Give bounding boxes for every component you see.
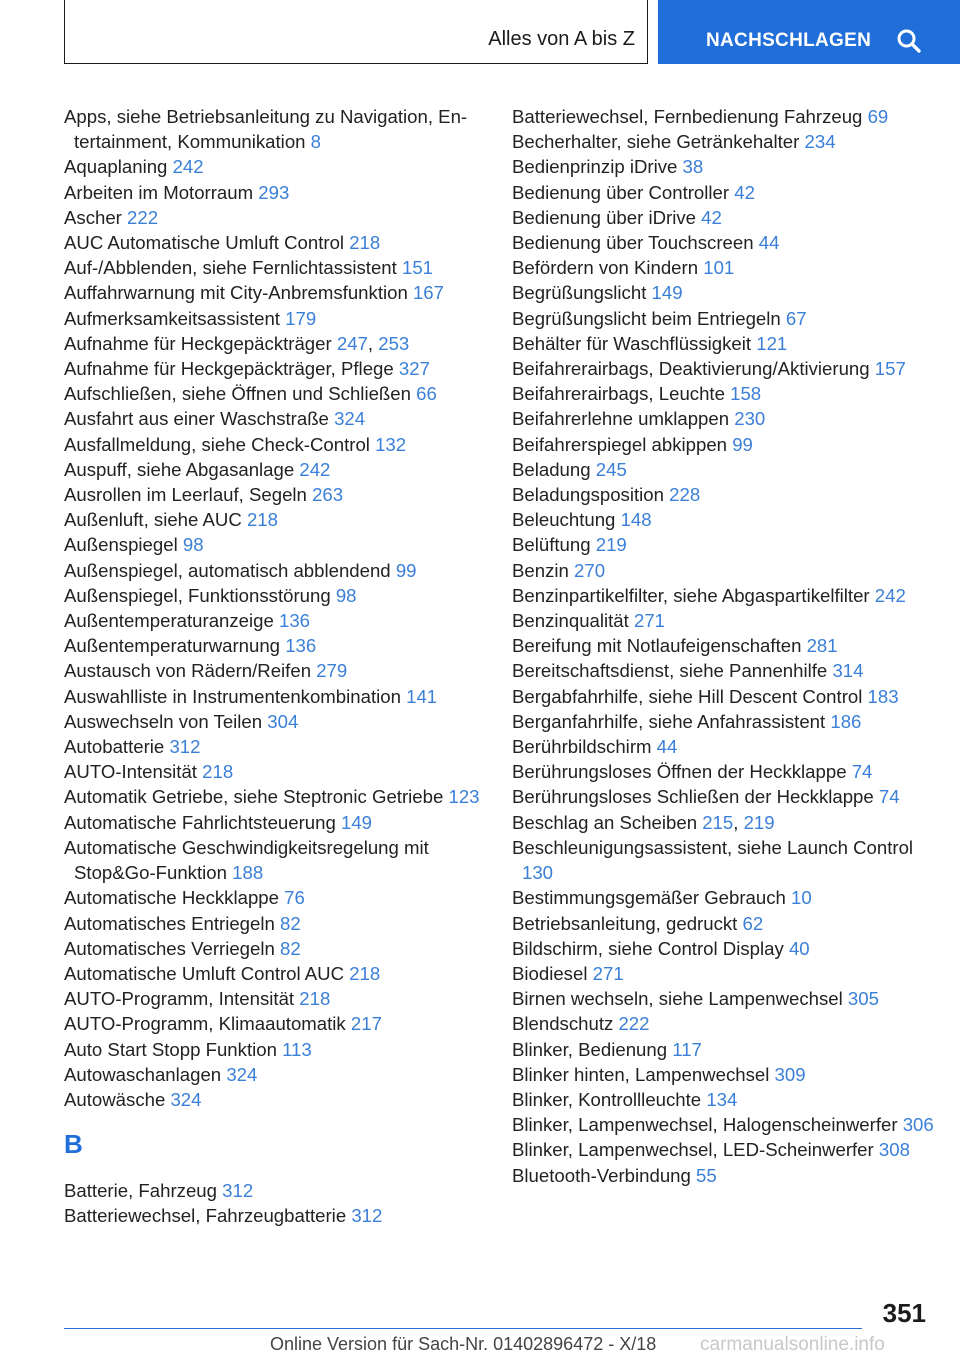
index-entry xyxy=(64,759,482,784)
index-term: Ascher xyxy=(64,206,122,228)
index-entry xyxy=(64,810,482,835)
page-link[interactable]: 218 xyxy=(349,962,381,984)
index-term: Beifahrerspiegel abkippen xyxy=(512,433,728,455)
page-link[interactable]: 62 xyxy=(742,912,764,934)
page-link[interactable]: 99 xyxy=(395,559,417,581)
index-entry xyxy=(64,280,482,305)
index-entry xyxy=(64,608,482,633)
index-entry xyxy=(512,1163,932,1188)
page-link[interactable]: 151 xyxy=(401,257,434,279)
index-term: Blinker, Bedienung xyxy=(512,1038,668,1060)
letter-heading-b: B xyxy=(64,1129,83,1160)
index-term: Berganfahrhilfe, siehe Anfahrassistent xyxy=(512,710,826,732)
index-term: Betriebsanleitung, gedruckt xyxy=(512,912,738,934)
index-list-b-continued xyxy=(512,104,932,1188)
index-term: Bergabfahrhilfe, siehe Hill Descent Control xyxy=(512,685,863,707)
index-term: Biodiesel xyxy=(512,962,588,984)
index-term: Bedienung über iDrive xyxy=(512,206,696,228)
index-term: Aufschließen, siehe Öffnen und Schließen xyxy=(64,383,411,405)
page-link[interactable]: 312 xyxy=(169,736,201,758)
page-link[interactable]: 44 xyxy=(656,736,678,758)
index-term: Außentemperaturwarnung xyxy=(64,635,281,657)
page-link[interactable]: 312 xyxy=(351,1205,383,1227)
index-column-right xyxy=(512,104,932,1188)
index-entry xyxy=(512,457,932,482)
index-entry xyxy=(512,583,932,608)
index-term: Autowaschanlagen xyxy=(64,1063,222,1085)
index-entry xyxy=(512,331,932,356)
index-term: Automatik Getriebe, siehe Steptronic Getriebe xyxy=(64,786,444,808)
page-link[interactable]: 312 xyxy=(222,1180,254,1202)
index-term: Ausfahrt aus einer Waschstraße xyxy=(64,408,329,430)
page-header xyxy=(0,0,960,66)
page-link[interactable]: 234 xyxy=(804,131,836,153)
index-entry xyxy=(64,205,482,230)
page-link[interactable]: 324 xyxy=(170,1088,202,1110)
index-term: Blinker, Kontrollleuchte xyxy=(512,1088,702,1110)
page-link[interactable]: 132 xyxy=(375,433,407,455)
index-term: Automatisches Entriegeln xyxy=(64,912,275,934)
index-entry xyxy=(512,709,932,734)
page-link[interactable]: 217 xyxy=(350,1013,382,1035)
page-link[interactable]: 245 xyxy=(595,458,627,480)
index-entry: Aufnahme für Heckgepäckträger 247, 253 xyxy=(64,332,410,354)
index-term: Beladungsposition xyxy=(512,484,664,506)
index-entry xyxy=(512,1062,932,1087)
index-entry xyxy=(64,255,482,280)
index-entry xyxy=(64,1062,482,1087)
index-term: Auspuff, siehe Abgasanlage xyxy=(64,458,295,480)
index-entry xyxy=(512,911,932,936)
page-link[interactable]: 10 xyxy=(791,887,812,909)
index-entry xyxy=(64,835,482,885)
index-entry xyxy=(64,532,482,557)
page-link[interactable]: 186 xyxy=(830,710,862,732)
index-entry xyxy=(512,1112,932,1137)
index-term: Aquaplaning xyxy=(64,156,168,178)
page-link[interactable]: 123 xyxy=(448,786,480,808)
index-entry xyxy=(512,759,932,784)
page-link[interactable]: 134 xyxy=(706,1088,738,1110)
index-term: Begrüßungslicht beim Entriegeln xyxy=(512,307,781,329)
index-entry xyxy=(512,684,932,709)
online-version-note: Online Version für Sach-Nr. 01402896472 - X/18 xyxy=(270,1334,657,1354)
index-term: Belüftung xyxy=(512,534,591,556)
index-entry xyxy=(64,104,482,154)
index-entry xyxy=(64,709,482,734)
index-entry xyxy=(512,961,932,986)
index-entry xyxy=(512,835,932,885)
index-term: Apps, siehe Betriebsanleitung zu Navigation, Entertainment, Kommunikation xyxy=(64,106,468,153)
page-link[interactable]: 117 xyxy=(672,1038,702,1060)
page-link[interactable]: 242 xyxy=(172,156,204,178)
page-link[interactable]: 82 xyxy=(280,937,301,959)
index-entry xyxy=(512,784,932,809)
index-term: Aufnahme für Heckgepäckträger xyxy=(64,332,332,354)
page-link[interactable]: 188 xyxy=(232,862,264,884)
page-link[interactable]: 247 xyxy=(336,332,368,354)
index-entry xyxy=(512,936,932,961)
index-term: Aufmerksamkeitsassistent xyxy=(64,307,280,329)
index-term: Ausfallmeldung, siehe Check-Control xyxy=(64,433,370,455)
search-icon[interactable] xyxy=(896,28,922,54)
index-entry xyxy=(512,154,932,179)
index-entry xyxy=(512,306,932,331)
page-link[interactable]: 183 xyxy=(867,685,899,707)
index-term: Bereitschaftsdienst, siehe Pannenhilfe xyxy=(512,660,828,682)
page-link[interactable]: 230 xyxy=(734,408,766,430)
index-term: Benzin xyxy=(512,559,569,581)
page-link[interactable]: 149 xyxy=(651,282,683,304)
index-entry xyxy=(64,885,482,910)
index-entry xyxy=(64,482,482,507)
page-link[interactable]: 218 xyxy=(349,232,381,254)
index-term: Bluetooth-Verbindung xyxy=(512,1164,691,1186)
page-link[interactable]: 38 xyxy=(682,156,704,178)
index-entry xyxy=(64,734,482,759)
index-term: AUC Automatische Umluft Control xyxy=(64,232,345,254)
index-term: Benzinpartikelfilter, siehe Abgaspartikelfilter xyxy=(512,584,870,606)
page-link[interactable]: 113 xyxy=(282,1038,312,1060)
index-entry: Beschlag an Scheiben 215, 219 xyxy=(512,811,775,833)
index-entry xyxy=(64,432,482,457)
index-term: Behälter für Waschflüssigkeit xyxy=(512,332,752,354)
index-entry xyxy=(512,180,932,205)
index-entry xyxy=(64,986,482,1011)
index-term: Blinker, Lampenwechsel, Halogenscheinwerfer xyxy=(512,1114,898,1136)
index-entry xyxy=(512,104,932,129)
page-link[interactable]: 8 xyxy=(310,131,322,153)
page-link[interactable]: 158 xyxy=(730,383,762,405)
page-link[interactable]: 314 xyxy=(832,660,864,682)
page-link[interactable]: 215 xyxy=(702,811,734,833)
index-list-a xyxy=(64,104,482,1112)
index-term: AUTO-Programm, Intensität xyxy=(64,988,295,1010)
index-entry xyxy=(512,986,932,1011)
watermark: carmanualsonline.info xyxy=(700,1334,885,1355)
index-term: Beifahrerlehne umklappen xyxy=(512,408,730,430)
index-term: Beschleunigungsassistent, siehe Launch Control xyxy=(512,836,914,858)
page-link[interactable]: 157 xyxy=(874,358,906,380)
page-link[interactable]: 167 xyxy=(412,282,444,304)
index-term: Arbeiten im Motorraum xyxy=(64,181,254,203)
section-tab[interactable] xyxy=(64,0,648,64)
page-link[interactable]: 69 xyxy=(867,106,889,127)
index-term: Beschlag an Scheiben xyxy=(512,811,698,833)
page-link[interactable]: 99 xyxy=(732,433,753,455)
index-term: Auswahlliste in Instrumentenkombination xyxy=(64,685,401,707)
index-entry xyxy=(64,180,482,205)
index-entry xyxy=(64,381,482,406)
index-column-left xyxy=(64,104,482,1229)
index-entry xyxy=(512,532,932,557)
index-entry xyxy=(64,230,482,255)
index-entry xyxy=(512,482,932,507)
index-term: Bedienprinzip iDrive xyxy=(512,156,678,178)
index-term: Beifahrerairbags, Deaktivierung/Aktivierung xyxy=(512,358,870,380)
index-term: Automatische Fahrlichtsteuerung xyxy=(64,811,336,833)
page-link[interactable]: 42 xyxy=(734,181,755,203)
page-link[interactable]: 66 xyxy=(416,383,437,405)
index-entry xyxy=(512,1037,932,1062)
index-entry xyxy=(64,1203,482,1228)
page-link[interactable]: 324 xyxy=(334,408,366,430)
index-entry xyxy=(64,558,482,583)
index-term: Außenspiegel xyxy=(64,534,178,556)
page-link[interactable]: 67 xyxy=(785,307,807,329)
index-term: Beifahrerairbags, Leuchte xyxy=(512,383,725,405)
index-term: Bedienung über Touchscreen xyxy=(512,232,754,254)
index-term: Bereifung mit Notlaufeigenschaften xyxy=(512,635,802,657)
page-link[interactable]: 55 xyxy=(696,1164,717,1186)
index-entry xyxy=(64,507,482,532)
page-link[interactable]: 130 xyxy=(522,862,554,884)
index-entry xyxy=(512,129,932,154)
page-link[interactable]: 44 xyxy=(758,232,780,254)
index-term: Bestimmungsgemäßer Gebrauch xyxy=(512,887,786,909)
page-link[interactable]: 271 xyxy=(633,610,666,632)
page-link[interactable]: 304 xyxy=(267,710,299,732)
page-link[interactable]: 242 xyxy=(874,584,906,606)
index-entry xyxy=(512,432,932,457)
index-entry xyxy=(64,306,482,331)
page-number: 351 xyxy=(882,1298,926,1328)
page-link[interactable]: 98 xyxy=(335,584,357,606)
page-link[interactable]: 306 xyxy=(902,1114,934,1136)
index-entry xyxy=(64,154,482,179)
page-link[interactable]: 281 xyxy=(806,635,838,657)
index-entry xyxy=(64,1087,482,1112)
index-entry xyxy=(512,280,932,305)
index-entry xyxy=(512,1087,932,1112)
page-link[interactable]: 136 xyxy=(279,610,311,632)
index-entry xyxy=(512,608,932,633)
index-term: Automatisches Verriegeln xyxy=(64,937,275,959)
index-entry xyxy=(64,784,482,809)
index-term: Autowäsche xyxy=(64,1088,166,1110)
page-link[interactable]: 271 xyxy=(592,962,624,984)
page-link[interactable]: 270 xyxy=(574,559,606,581)
index-term: Berührungsloses Schließen der Heckklappe xyxy=(512,786,874,808)
index-entry xyxy=(64,457,482,482)
index-term: Berührungsloses Öffnen der Heckklappe xyxy=(512,761,847,783)
index-entry xyxy=(512,356,932,381)
page-link[interactable]: 293 xyxy=(258,181,290,203)
index-entry xyxy=(512,205,932,230)
page-link[interactable]: 149 xyxy=(341,811,373,833)
index-term: Benzinqualität xyxy=(512,610,629,632)
index-entry xyxy=(512,1137,932,1162)
page-link[interactable]: 263 xyxy=(312,484,344,506)
index-entry xyxy=(512,558,932,583)
index-term: Berührbildschirm xyxy=(512,736,652,758)
page-link[interactable]: 324 xyxy=(226,1063,258,1085)
page-link[interactable]: 98 xyxy=(182,534,204,556)
index-entry xyxy=(64,1178,482,1203)
index-entry xyxy=(512,381,932,406)
section-label: Alles von A bis Z xyxy=(488,28,635,50)
page-link[interactable]: 219 xyxy=(743,811,775,833)
index-term: Batterie, Fahrzeug xyxy=(64,1180,217,1202)
index-term: AUTO-Programm, Klimaautomatik xyxy=(64,1013,346,1035)
index-entry xyxy=(512,230,932,255)
index-entry xyxy=(512,734,932,759)
page-link[interactable]: 219 xyxy=(595,534,627,556)
page-link[interactable]: 76 xyxy=(284,887,305,909)
index-term: Bedienung über Controller xyxy=(512,181,730,203)
index-term: Automatische Umluft Control AUC xyxy=(64,962,345,984)
page-link[interactable]: 74 xyxy=(851,761,873,783)
index-term: Birnen wechseln, siehe Lampenwechsel xyxy=(512,988,843,1010)
index-term: Aufnahme für Heckgepäckträger, Pflege xyxy=(64,358,394,380)
index-entry xyxy=(64,911,482,936)
index-term: Auffahrwarnung mit City-Anbremsfunktion xyxy=(64,282,408,304)
nachschlagen-label: NACHSCHLAGEN xyxy=(706,30,872,51)
index-term: Becherhalter, siehe Getränkehalter xyxy=(512,131,800,153)
index-entry xyxy=(512,255,932,280)
index-entry xyxy=(512,633,932,658)
index-entry xyxy=(512,1011,932,1036)
page-link[interactable]: 218 xyxy=(202,761,234,783)
page-link[interactable]: 309 xyxy=(774,1063,806,1085)
page-link[interactable]: 222 xyxy=(127,206,159,228)
index-term: Blendschutz xyxy=(512,1013,614,1035)
index-entry xyxy=(512,885,932,910)
page-link[interactable]: 279 xyxy=(316,660,348,682)
index-term: AUTO-Intensität xyxy=(64,761,197,783)
index-term: Automatische Heckklappe xyxy=(64,887,279,909)
page-link[interactable]: 242 xyxy=(299,458,331,480)
page-link[interactable]: 82 xyxy=(280,912,301,934)
page-link[interactable]: 305 xyxy=(847,988,879,1010)
index-term: Befördern von Kindern xyxy=(512,257,699,279)
page-link[interactable]: 141 xyxy=(406,685,438,707)
page-link[interactable]: 222 xyxy=(618,1013,650,1035)
index-entry xyxy=(64,961,482,986)
index-term: Außenspiegel, automatisch abblendend xyxy=(64,559,391,581)
index-term: Außenluft, siehe AUC xyxy=(64,509,242,531)
page-link[interactable]: 218 xyxy=(246,509,278,531)
index-term: Auto Start Stopp Funktion xyxy=(64,1038,277,1060)
index-term: Blinker, Lampenwechsel, LED-Scheinwerfer xyxy=(512,1139,874,1161)
page-link[interactable]: 42 xyxy=(701,206,722,228)
page-link[interactable]: 218 xyxy=(299,988,331,1010)
index-term: Auf-/Abblenden, siehe Fernlichtassistent xyxy=(64,257,397,279)
index-entry xyxy=(512,658,932,683)
index-term: Austausch von Rädern/Reifen xyxy=(64,660,312,682)
index-term: Beleuchtung xyxy=(512,509,616,531)
index-entry xyxy=(512,507,932,532)
index-list-b xyxy=(64,1178,482,1228)
index-term: Batteriewechsel, Fernbedienung Fahrzeug xyxy=(512,106,863,127)
page-link[interactable]: 308 xyxy=(878,1139,910,1161)
index-term: Außenspiegel, Funktionsstörung xyxy=(64,584,331,606)
page-link[interactable]: 136 xyxy=(285,635,317,657)
index-entry xyxy=(64,1011,482,1036)
page-link[interactable]: 228 xyxy=(669,484,701,506)
index-term: Begrüßungslicht xyxy=(512,282,647,304)
nachschlagen-tab[interactable] xyxy=(658,0,960,64)
page-link[interactable]: 253 xyxy=(378,332,410,354)
index-term: Außentemperaturanzeige xyxy=(64,610,274,632)
index-entry xyxy=(64,658,482,683)
index-entry xyxy=(64,583,482,608)
index-term: Beladung xyxy=(512,458,591,480)
footer-divider xyxy=(64,1328,862,1329)
index-term: Auswechseln von Teilen xyxy=(64,710,263,732)
index-entry xyxy=(64,684,482,709)
index-entry xyxy=(64,356,482,381)
index-term: Bildschirm, siehe Control Display xyxy=(512,937,784,959)
page-link[interactable]: 101 xyxy=(703,257,735,279)
index-entry xyxy=(64,406,482,431)
index-term: Ausrollen im Leerlauf, Segeln xyxy=(64,484,307,506)
index-entry xyxy=(64,936,482,961)
index-entry xyxy=(64,633,482,658)
index-term: Automatische Geschwindigkeitsregelung mit Stop&Go-Funktion xyxy=(64,836,429,884)
page-link[interactable]: 327 xyxy=(398,358,430,380)
index-entry xyxy=(64,1037,482,1062)
index-term: Blinker hinten, Lampenwechsel xyxy=(512,1063,770,1085)
page-link[interactable]: 121 xyxy=(756,332,788,354)
page-link[interactable]: 74 xyxy=(878,786,900,808)
page-link[interactable]: 148 xyxy=(620,509,652,531)
index-term: Autobatterie xyxy=(64,736,165,758)
index-entry xyxy=(512,406,932,431)
index-term: Batteriewechsel, Fahrzeugbatterie xyxy=(64,1205,347,1227)
page-link[interactable]: 179 xyxy=(285,307,317,329)
page-link[interactable]: 40 xyxy=(788,937,810,959)
